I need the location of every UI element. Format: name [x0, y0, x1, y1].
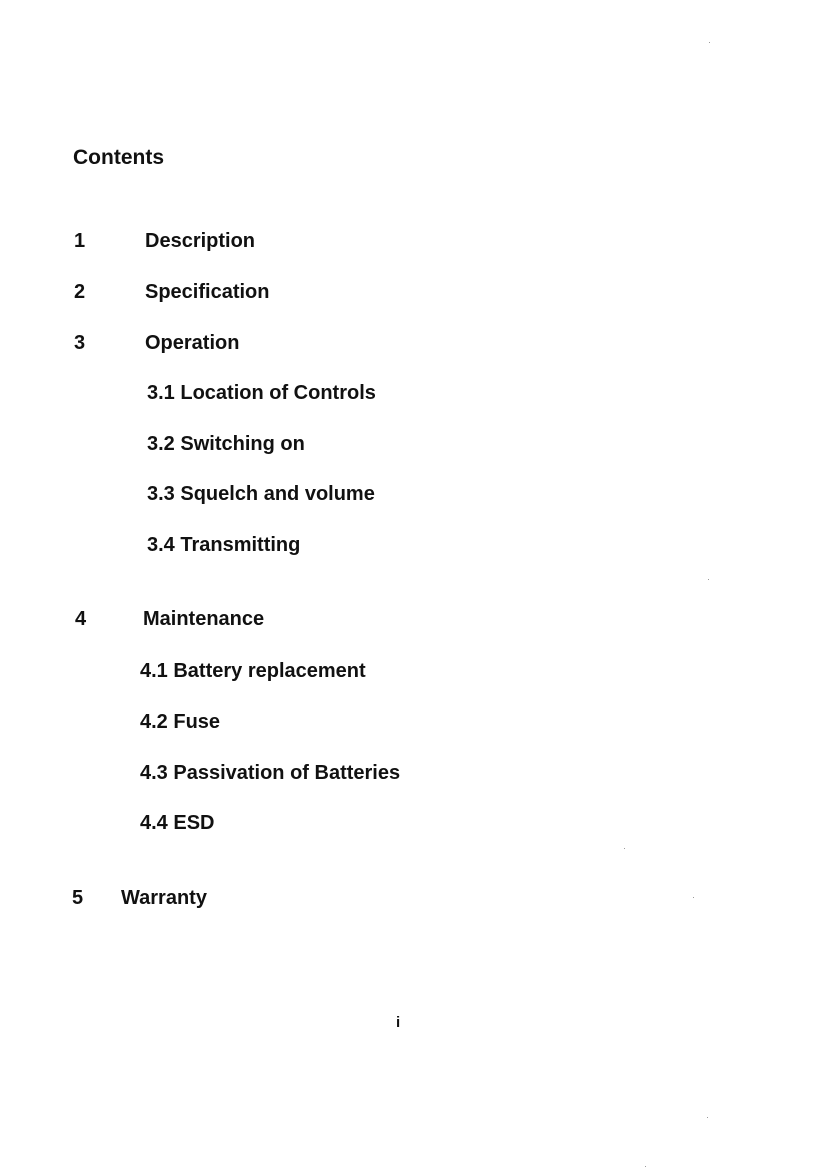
section-1-number: 1	[74, 230, 86, 252]
scan-speck	[707, 1117, 708, 1118]
subsection-3-4: 3.4 Transmitting	[147, 534, 301, 556]
page-number: i	[396, 1014, 401, 1031]
subsection-3-1: 3.1 Location of Controls	[147, 382, 376, 404]
scan-speck	[708, 579, 709, 580]
subsection-4-3: 4.3 Passivation of Batteries	[140, 762, 401, 784]
section-3-number: 3	[74, 332, 86, 354]
section-4-title: Maintenance	[143, 608, 265, 630]
scan-speck	[709, 42, 710, 43]
subsection-3-3: 3.3 Squelch and volume	[147, 483, 375, 505]
section-3-title: Operation	[145, 332, 240, 354]
subsection-4-1: 4.1 Battery replacement	[140, 660, 366, 682]
subsection-4-4: 4.4 ESD	[140, 812, 215, 834]
section-5-title: Warranty	[121, 887, 207, 909]
section-2-number: 2	[74, 281, 86, 303]
section-2-title: Specification	[145, 281, 270, 303]
section-1-title: Description	[145, 230, 256, 252]
subsection-4-2: 4.2 Fuse	[140, 711, 221, 733]
scan-speck	[645, 1166, 646, 1167]
section-4-number: 4	[75, 608, 87, 630]
page-title: Contents	[73, 146, 164, 169]
scan-speck	[624, 848, 625, 849]
subsection-3-2: 3.2 Switching on	[147, 433, 305, 455]
scan-speck	[693, 897, 694, 898]
section-5-number: 5	[72, 887, 84, 909]
